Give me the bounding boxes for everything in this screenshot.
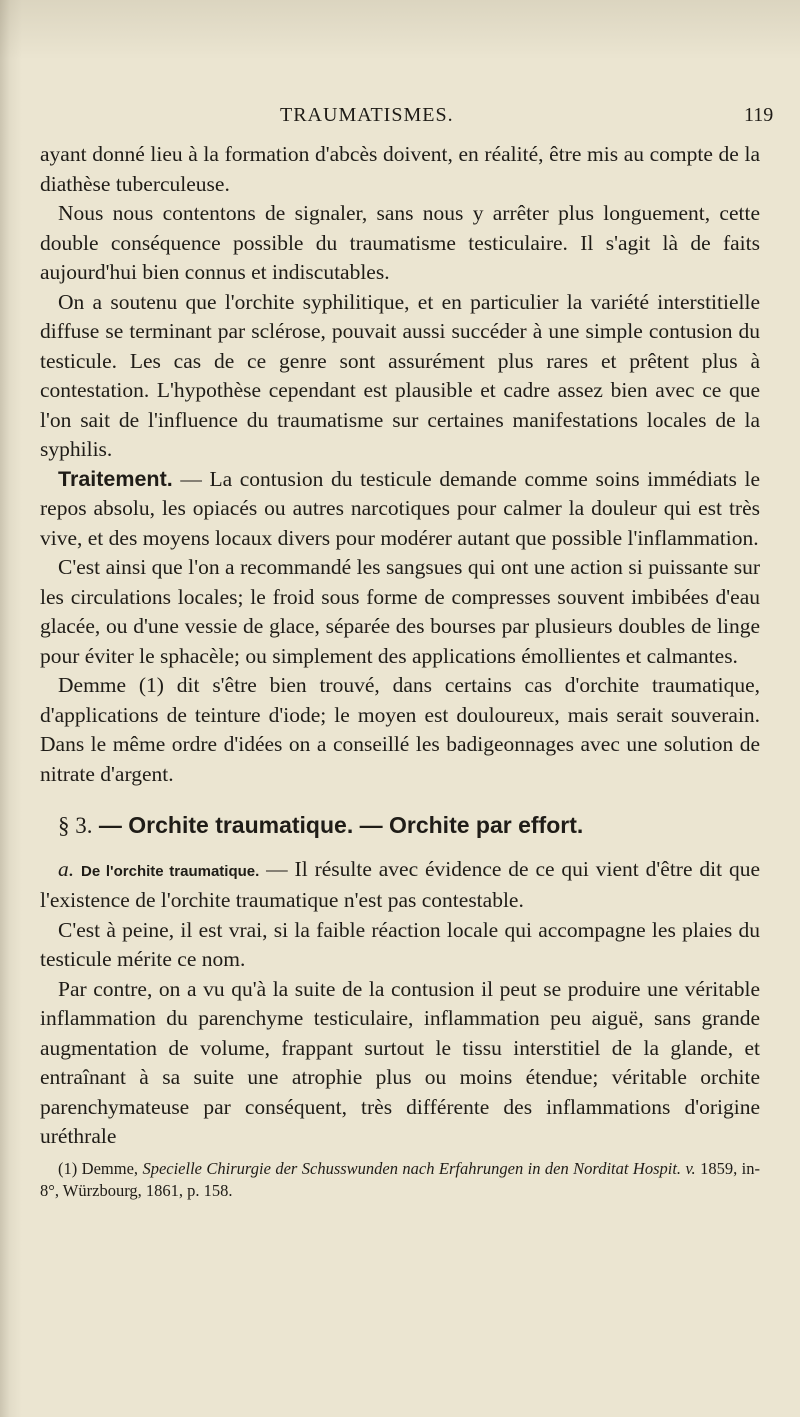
traitement-text: — La contusion du testicule demande comme soins immédiats le repos absolu, les opiacés ou autres narcotiques pour calmer la douleur qui est très vive, et des moyens locaux divers pour modérer autant que possible l'inflammation. — [40, 466, 760, 550]
page-number: 119 — [744, 104, 774, 126]
paragraph: ayant donné lieu à la formation d'abcès doivent, en réalité, être mis au compte de la diathèse tuberculeuse. — [40, 142, 760, 196]
subsection-title: De l'orchite traumatique. — [81, 862, 260, 880]
traitement-lead: Traitement. — [58, 466, 173, 491]
footnote-rest: 1859, in-8°, Würzbourg, 1861, p. 158. — [40, 1158, 760, 1200]
running-title: TRAUMATISMES. — [280, 104, 454, 126]
paragraph: Demme (1) dit s'être bien trouvé, dans certains cas d'orchite traumatique, d'applications de teinture d'iode; le moyen est douloureux, mais serait souverain. Dans le même ordre d'idées on a conseillé les badigeonnages avec une solution de nitrate d'argent. — [40, 673, 760, 786]
body-text — [40, 140, 760, 1218]
section-heading — [58, 811, 760, 841]
traitement-paragraph — [40, 465, 760, 554]
paragraph: C'est ainsi que l'on a recommandé les sangsues qui ont une action si puissante sur les circulations locales; le froid sous forme de compresses souvent imbibées d'eau glacée, ou d'une vessie de glace, séparée des bourses par plusieurs doubles de linge pour éviter le sphacèle; ou simplement des applications émollientes et calmantes. — [40, 555, 760, 668]
footnote-title: Specielle Chirurgie der Schusswunden nach Erfahrungen in den Norditat Hospit. v. — [142, 1158, 696, 1178]
footnote — [40, 1158, 760, 1202]
paragraph: Nous nous contentons de signaler, sans nous y arrêter plus longuement, cette double conséquence possible du traumatisme testiculaire. Il s'agit là de faits aujourd'hui bien connus et indiscutables. — [40, 201, 760, 284]
paragraph: C'est à peine, il est vrai, si la faible réaction locale qui accompagne les plaies du testicule mérite ce nom. — [40, 917, 760, 971]
paragraph: Par contre, on a vu qu'à la suite de la contusion il peut se produire une véritable inflammation du parenchyme testiculaire, inflammation peu aiguë, sans grande augmentation de volume, frappant surtout le tissu interstitiel de la glande, et entraînant à sa suite une atrophie plus ou moins étendue; véritable orchite parenchymateuse par conséquent, très différente des inflammations d'origine uréthrale — [40, 976, 760, 1148]
subsection-letter: a. — [58, 856, 75, 881]
page-header — [0, 104, 800, 130]
section-number: § 3. — [58, 813, 93, 838]
section-title: — Orchite traumatique. — Orchite par effort. — [92, 812, 584, 838]
subsection-text: — Il résulte avec évidence de ce qui vient d'être dit que l'existence de l'orchite traumatique n'est pas contestable. — [40, 856, 760, 912]
subsection-paragraph — [40, 855, 760, 916]
footnote-marker: (1) Demme, — [58, 1158, 143, 1178]
paragraph: On a soutenu que l'orchite syphilitique, et en particulier la variété interstitielle diffuse se terminant par sclérose, pouvait aussi succéder à une simple contusion du testicule. Les cas de ce genre sont assurément plus rares et prêtent plus à contestation. L'hypothèse cependant est plausible et cadre assez bien avec ce que l'on sait de l'influence du traumatisme sur certaines manifestations locales de la syphilis. — [40, 289, 760, 461]
